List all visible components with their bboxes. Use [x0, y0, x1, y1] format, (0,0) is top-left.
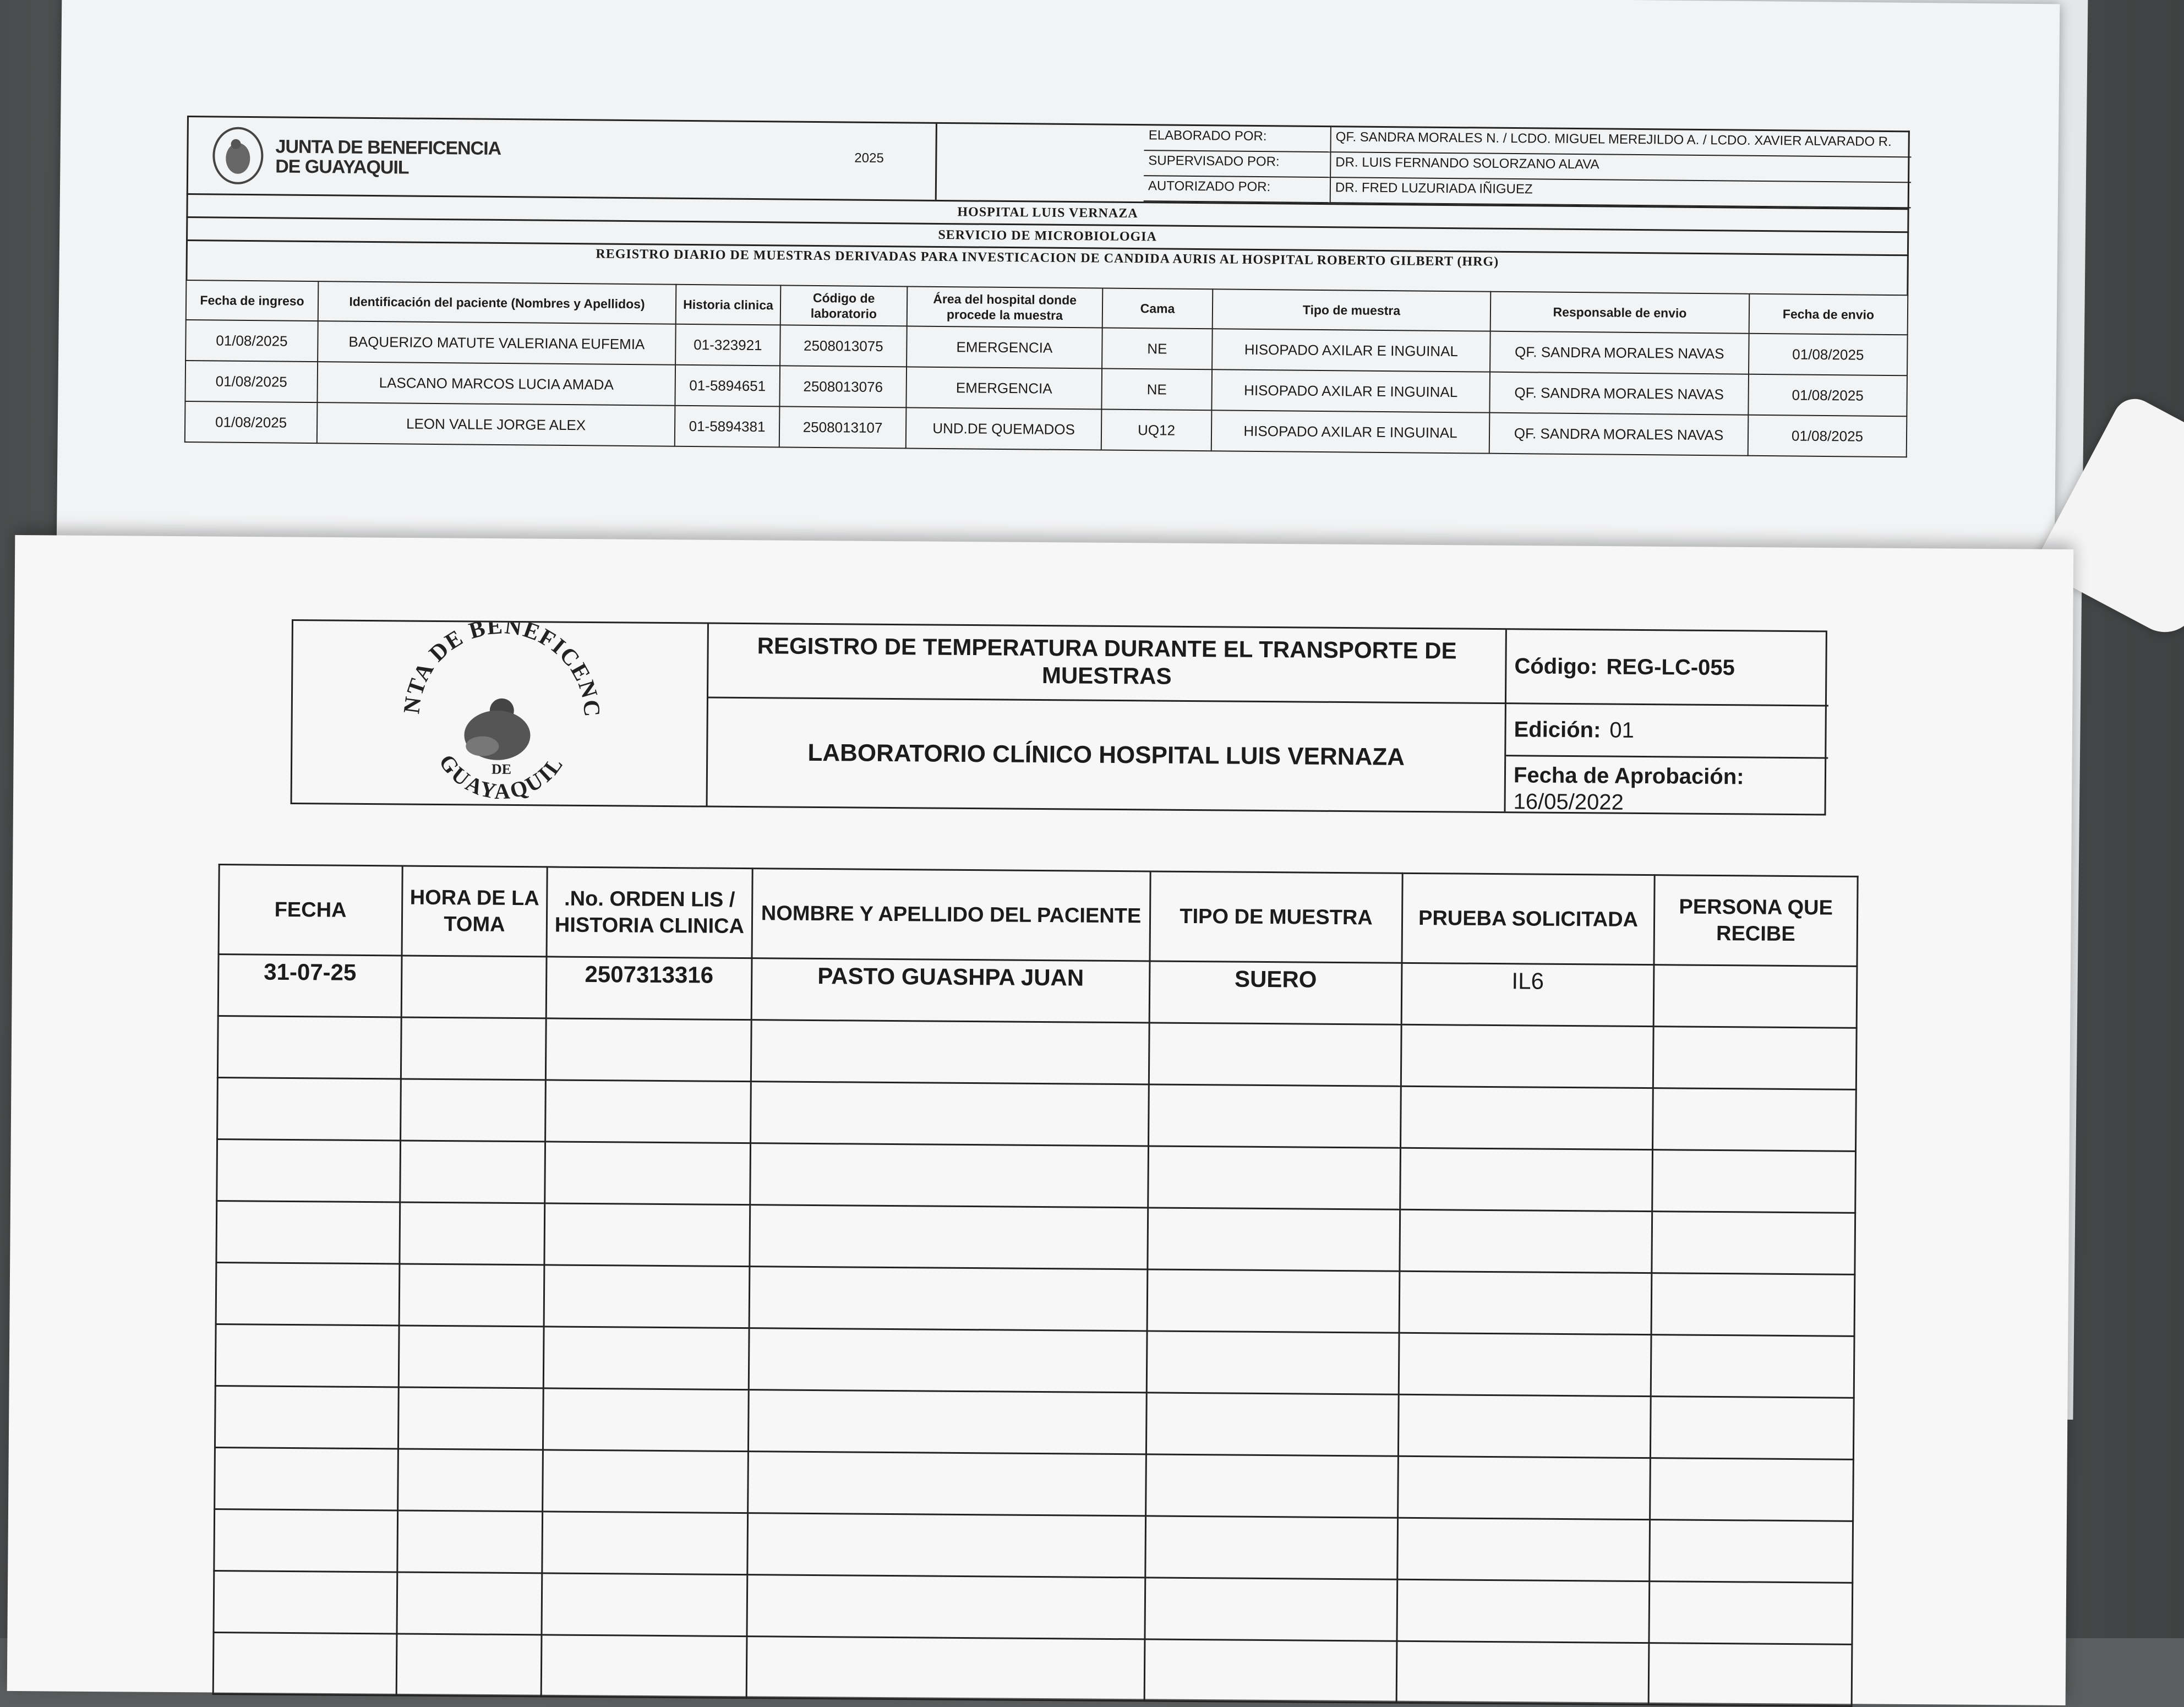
column-header: Cama: [1102, 288, 1213, 329]
cell-fecha-envio: 01/08/2025: [1748, 374, 1907, 417]
cell-historia: 01-5894651: [675, 365, 780, 407]
role-value: DR. LUIS FERNANDO SOLORZANO ALAVA: [1331, 152, 1911, 183]
column-header: .No. ORDEN LIS / HISTORIA CLINICA: [547, 867, 752, 958]
approval-label: Fecha de Aprobación:: [1513, 763, 1744, 789]
hospital-name: HOSPITAL LUIS VERNAZA: [186, 193, 1909, 231]
column-header: HORA DE LA TOMA: [402, 866, 547, 957]
cell-tipo-muestra: HISOPADO AXILAR E INGUINAL: [1211, 369, 1490, 412]
column-header: PRUEBA SOLICITADA: [1402, 873, 1655, 964]
cell-historia: 01-5894381: [675, 406, 780, 448]
edition-field: [1506, 704, 1828, 759]
cell-paciente: LASCANO MARCOS LUCIA AMADA: [317, 362, 675, 406]
cell-area: UND.DE QUEMADOS: [906, 407, 1102, 450]
register-header: [187, 116, 1910, 208]
org-line-2: DE GUAYAQUIL: [275, 156, 409, 178]
empty-row: [215, 1324, 1854, 1398]
cell-responsable: QF. SANDRA MORALES NAVAS: [1489, 413, 1749, 456]
candida-register: [184, 116, 1910, 457]
empty-row: [216, 1201, 1855, 1275]
org-name: [275, 137, 501, 178]
empty-row: [217, 1139, 1856, 1213]
cell-codigo: 2508013075: [780, 325, 907, 367]
cell-codigo: 2508013107: [779, 406, 907, 448]
cell-tipo-muestra: HISOPADO AXILAR E INGUINAL: [1211, 410, 1490, 453]
cell-area: EMERGENCIA: [907, 326, 1102, 368]
approval-field: [1505, 756, 1828, 814]
cell-area: EMERGENCIA: [906, 367, 1102, 409]
cell-fecha-ingreso: 01/08/2025: [185, 401, 318, 443]
code-value: REG-LC-055: [1606, 655, 1735, 680]
lab-name: LABORATORIO CLÍNICO HOSPITAL LUIS VERNAZA: [708, 699, 1506, 812]
role-value: DR. FRED LUZURIADA IÑIGUEZ: [1331, 178, 1911, 208]
cell-fecha: 31-07-25: [218, 955, 402, 1017]
cell-tipo-muestra: HISOPADO AXILAR E INGUINAL: [1212, 329, 1490, 372]
cell-paciente: LEON VALLE JORGE ALEX: [317, 402, 675, 446]
column-header: PERSONA QUE RECIBE: [1654, 875, 1858, 967]
cell-cama: NE: [1101, 369, 1212, 411]
temperature-table: [212, 864, 1859, 1707]
cell-cama: UQ12: [1101, 410, 1212, 451]
table-row: [218, 955, 1857, 1028]
column-header: Responsable de envio: [1490, 292, 1750, 334]
cell-responsable: QF. SANDRA MORALES NAVAS: [1489, 372, 1749, 415]
role-value: QF. SANDRA MORALES N. / LCDO. MIGUEL MEREJILDO A. / LCDO. XAVIER ALVARADO R.: [1331, 127, 1911, 157]
seal-de-text: DE: [491, 761, 512, 777]
cell-fecha-envio: 01/08/2025: [1748, 415, 1907, 457]
column-header: Identificación del paciente (Nombres y Apellidos): [318, 281, 676, 324]
cell-fecha-envio: 01/08/2025: [1749, 334, 1908, 376]
code-label: Código:: [1514, 653, 1598, 679]
cell-prueba: IL6: [1401, 963, 1654, 1026]
empty-row: [213, 1633, 1852, 1706]
column-header: NOMBRE Y APELLIDO DEL PACIENTE: [752, 869, 1150, 961]
column-header: Fecha de ingreso: [186, 280, 319, 321]
column-header: TIPO DE MUESTRA: [1150, 871, 1402, 963]
seal-icon: [292, 621, 709, 806]
form-title: REGISTRO DE TEMPERATURA DURANTE EL TRANSPORTE DE MUESTRAS: [708, 624, 1507, 705]
register-title: REGISTRO DIARIO DE MUESTRAS DERIVADAS PARA INVESTICACION DE CANDIDA AURIS AL HOSPITAL ROBERTO GILBERT (HRG): [185, 239, 1909, 295]
empty-row: [215, 1448, 1854, 1521]
edition-label: Edición:: [1514, 717, 1601, 742]
cell-persona: [1653, 965, 1857, 1028]
role-label: ELABORADO POR:: [1144, 126, 1331, 152]
svg-text:JUNTA DE BENEFICENCIA: [292, 621, 605, 719]
cell-cama: NE: [1102, 328, 1213, 370]
cell-responsable: QF. SANDRA MORALES NAVAS: [1490, 331, 1749, 374]
edition-value: 01: [1609, 718, 1635, 743]
column-header: Tipo de muestra: [1213, 289, 1491, 331]
empty-row: [215, 1386, 1854, 1460]
cell-orden: 2507313316: [546, 957, 752, 1020]
cell-paciente: PASTO GUASHPA JUAN: [751, 958, 1150, 1023]
column-header: Fecha de envio: [1749, 294, 1908, 335]
cell-codigo: 2508013076: [779, 366, 907, 407]
seal-icon: [210, 125, 266, 186]
column-header: Historia clinica: [676, 285, 781, 325]
cell-fecha-ingreso: 01/08/2025: [185, 320, 318, 362]
service-name: SERVICIO DE MICROBIOLOGIA: [186, 216, 1909, 254]
org-line-1: JUNTA DE BENEFICENCIA: [275, 136, 501, 159]
empty-row: [214, 1509, 1853, 1583]
role-label: AUTORIZADO POR:: [1144, 176, 1331, 203]
cell-hora: [401, 956, 547, 1018]
candida-table: [184, 280, 1908, 457]
temperature-register: [264, 619, 1833, 994]
code-field: [1506, 630, 1829, 706]
form-header: [291, 619, 1827, 815]
empty-row: [217, 1078, 1857, 1152]
column-header: FECHA: [219, 865, 402, 956]
empty-row: [214, 1571, 1853, 1645]
cell-historia: 01-323921: [675, 324, 780, 366]
register-year: 2025: [854, 150, 884, 166]
seal-bottom-text: GUAYAQUIL: [434, 750, 569, 804]
empty-row: [216, 1263, 1855, 1337]
cell-fecha-ingreso: 01/08/2025: [185, 361, 318, 402]
column-header: Área del hospital donde procede la muestra: [907, 286, 1103, 328]
empty-row: [217, 1016, 1857, 1090]
seal-top-text: JUNTA DE BENEFICENCIA: [399, 621, 605, 719]
cell-paciente: BAQUERIZO MATUTE VALERIANA EUFEMIA: [318, 321, 676, 365]
role-label: SUPERVISADO POR:: [1144, 151, 1331, 178]
column-header: Código de laboratorio: [780, 285, 908, 326]
table-header-row: [219, 865, 1858, 967]
approval-value: 16/05/2022: [1513, 789, 1624, 815]
seal-block: [292, 621, 709, 806]
org-logo-block: [188, 117, 937, 200]
cell-tipo-muestra: SUERO: [1149, 961, 1402, 1024]
